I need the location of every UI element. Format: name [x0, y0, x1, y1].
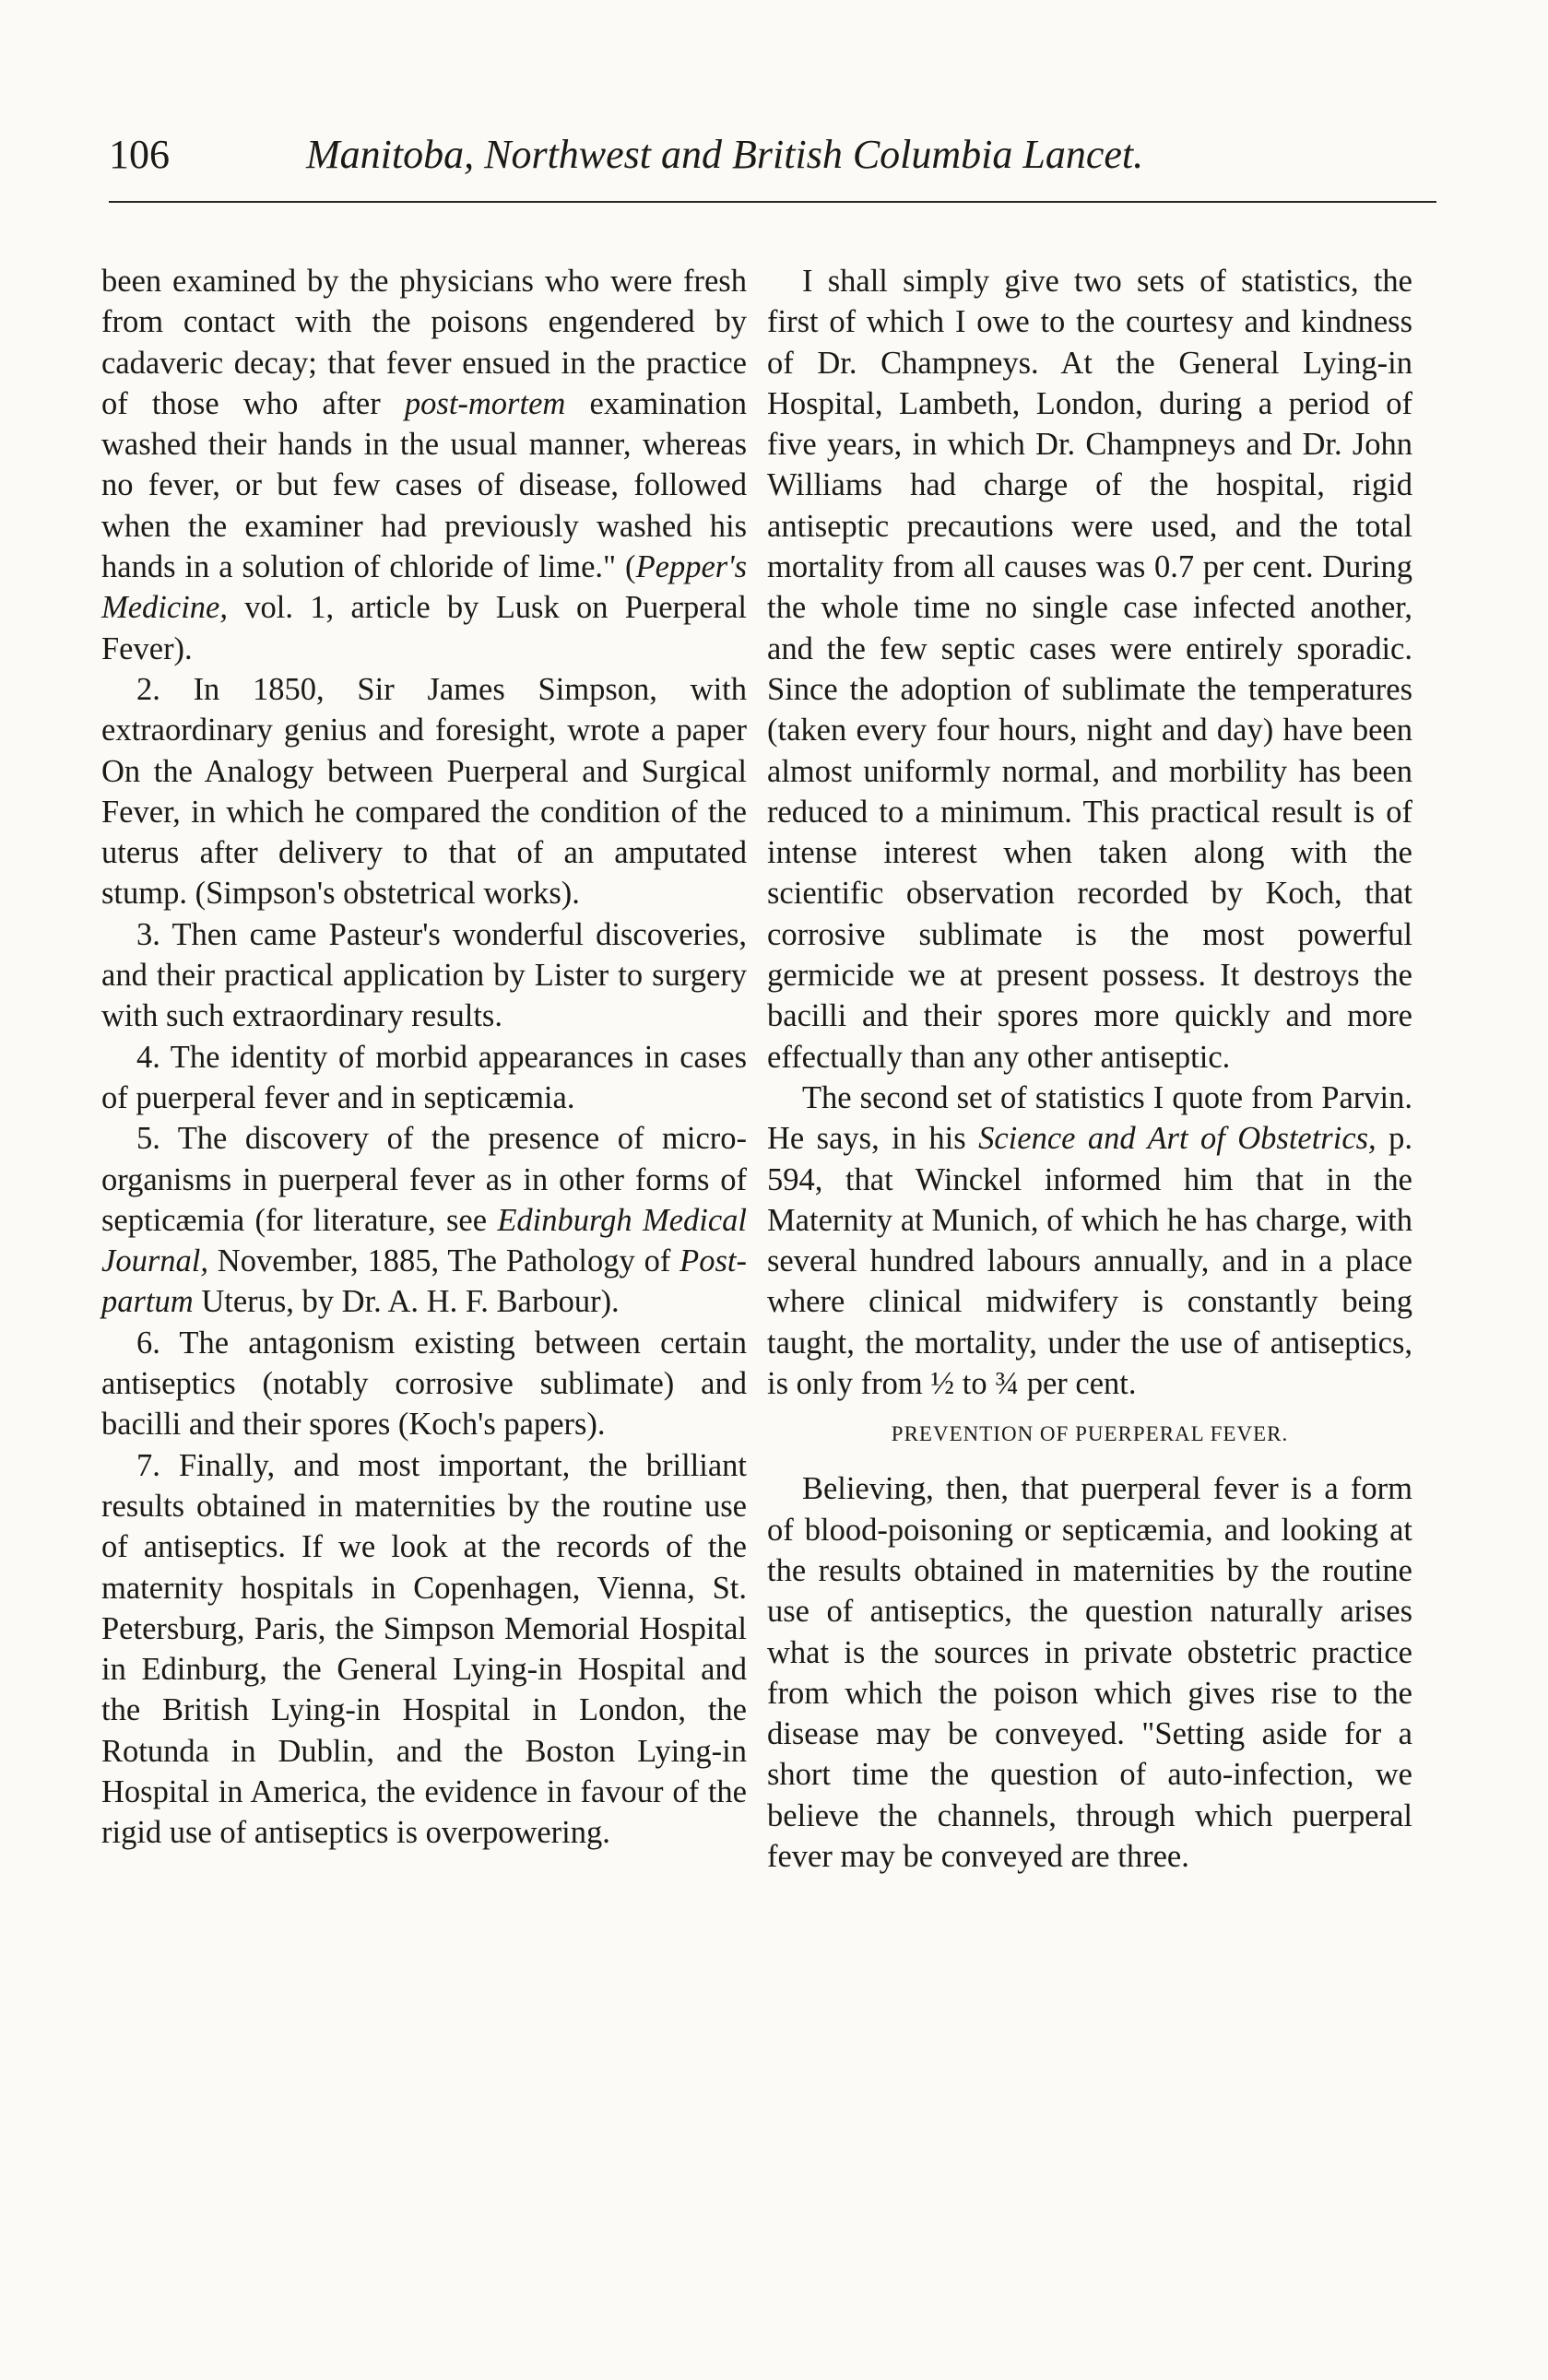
italic-citation: Edinburgh Medical Journal,: [101, 1202, 747, 1279]
left-column: [101, 261, 747, 1854]
header-rule: [109, 201, 1436, 203]
right-paragraph-3: Believing, then, that puerperal fever is a form of blood-poisoning or septicæmia, and looking at the results obtained in maternities by the routine use of antiseptics, the question naturally arises what is the sources in private obstetric practice from which the poison which gives rise to the disease may be conveyed. "Setting aside for a short time the question of auto-infection, we believe the channels, through which puerperal fever may be conveyed are three.: [767, 1471, 1412, 1874]
list-item-3: 3. Then came Pasteur's wonderful discoveries, and their practical application by Lister to surgery with such extraordinary results.: [101, 916, 747, 1034]
list-item-7: 7. Finally, and most important, the brilliant results obtained in maternities by the routine use of antiseptics. If we look at the records of the maternity hospitals in Copenhagen, Vienna, St. Petersburg, Paris, the Simpson Memorial Hospital in Edinburg, the General Lying-in Hospital and the British Lying-in Hospital in London, the Rotunda in Dublin, and the Boston Lying-in Hospital in America, the evidence in favour of the rigid use of antiseptics is overpowering.: [101, 1447, 747, 1851]
text-run: been examined by the physicians who were fresh from contact with the poisons engendered by cadaveric decay; that fever ensued in the practice of those who after: [101, 264, 747, 421]
italic-text: Post-partum: [101, 1243, 747, 1320]
list-item-4: 4. The identity of morbid appearances in cases of puerperal fever and in septicæmia.: [101, 1039, 747, 1115]
text-run: November, 1885, The Pathology of: [207, 1243, 680, 1279]
right-paragraph-2: [767, 1078, 1412, 1404]
left-paragraph-1: [101, 261, 747, 669]
italic-citation: Pepper's Medicine,: [101, 549, 747, 626]
text-run: 5. The discovery of the presence of micro-organisms in puerperal fever as in other forms of septicæmia (for literature, see: [101, 1121, 747, 1238]
italic-text: post-mortem: [404, 385, 566, 421]
list-item-5: [101, 1118, 747, 1322]
text-run: examination washed their hands in the usual manner, whereas no fever, or but few cases of disease, followed when the examiner had previously washed his hands in a solution of chloride of lime." (: [101, 385, 748, 585]
page-number: 106: [109, 132, 170, 177]
italic-citation: Science and Art of Obstetrics,: [978, 1121, 1377, 1157]
text-run: The second set of statistics I quote from Parvin. He says, in his: [767, 1079, 1412, 1157]
list-item-6: 6. The antagonism existing between certain antiseptics (notably corrosive sublimate) and bacilli and their spores (Koch's papers).: [101, 1325, 747, 1443]
right-paragraph-1: I shall simply give two sets of statistics, the first of which I owe to the courtesy and kindness of Dr. Champneys. At the General Lying-in Hospital, Lambeth, London, during a period of five years, in which Dr. Champneys and Dr. John Williams had charge of the hospital, rigid antiseptic precautions were used, and the total mortality from all causes was 0.7 per cent. During the whole time no single case infected another, and the few septic cases were entirely sporadic. Since the adoption of sublimate the temperatures (taken every four hours, night and day) have been almost uniformly normal, and morbility has been reduced to a minimum. This practical result is of intense interest when taken along with the scientific observation recorded by Koch, that corrosive sublimate is the most powerful germicide we at present possess. It destroys the bacilli and their spores more quickly and more effectually than any other antiseptic.: [767, 264, 1412, 1075]
running-title: Manitoba, Northwest and British Columbia Lancet.: [306, 132, 1144, 177]
section-heading: PREVENTION OF PUERPERAL FEVER.: [891, 1422, 1289, 1446]
list-item-2: 2. In 1850, Sir James Simpson, with extraordinary genius and foresight, wrote a paper On the Analogy between Puerperal and Surgical Fever, in which he compared the condition of the uterus after delivery to that of an amputated stump. (Simpson's obstetrical works).: [101, 671, 747, 912]
right-column: [767, 261, 1412, 1877]
text-run: Uterus, by Dr. A. H. F. Barbour).: [193, 1284, 620, 1320]
text-run: p. 594, that Winckel informed him that in the Maternity at Munich, of which he has charge, with several hundred labours annually, and in a place where clinical midwifery is constantly being taught, the mortality, under the use of antiseptics, is only from ½ to ¾ per cent.: [767, 1121, 1412, 1402]
text-run: vol. 1, article by Lusk on Puerperal Fever).: [101, 590, 747, 666]
